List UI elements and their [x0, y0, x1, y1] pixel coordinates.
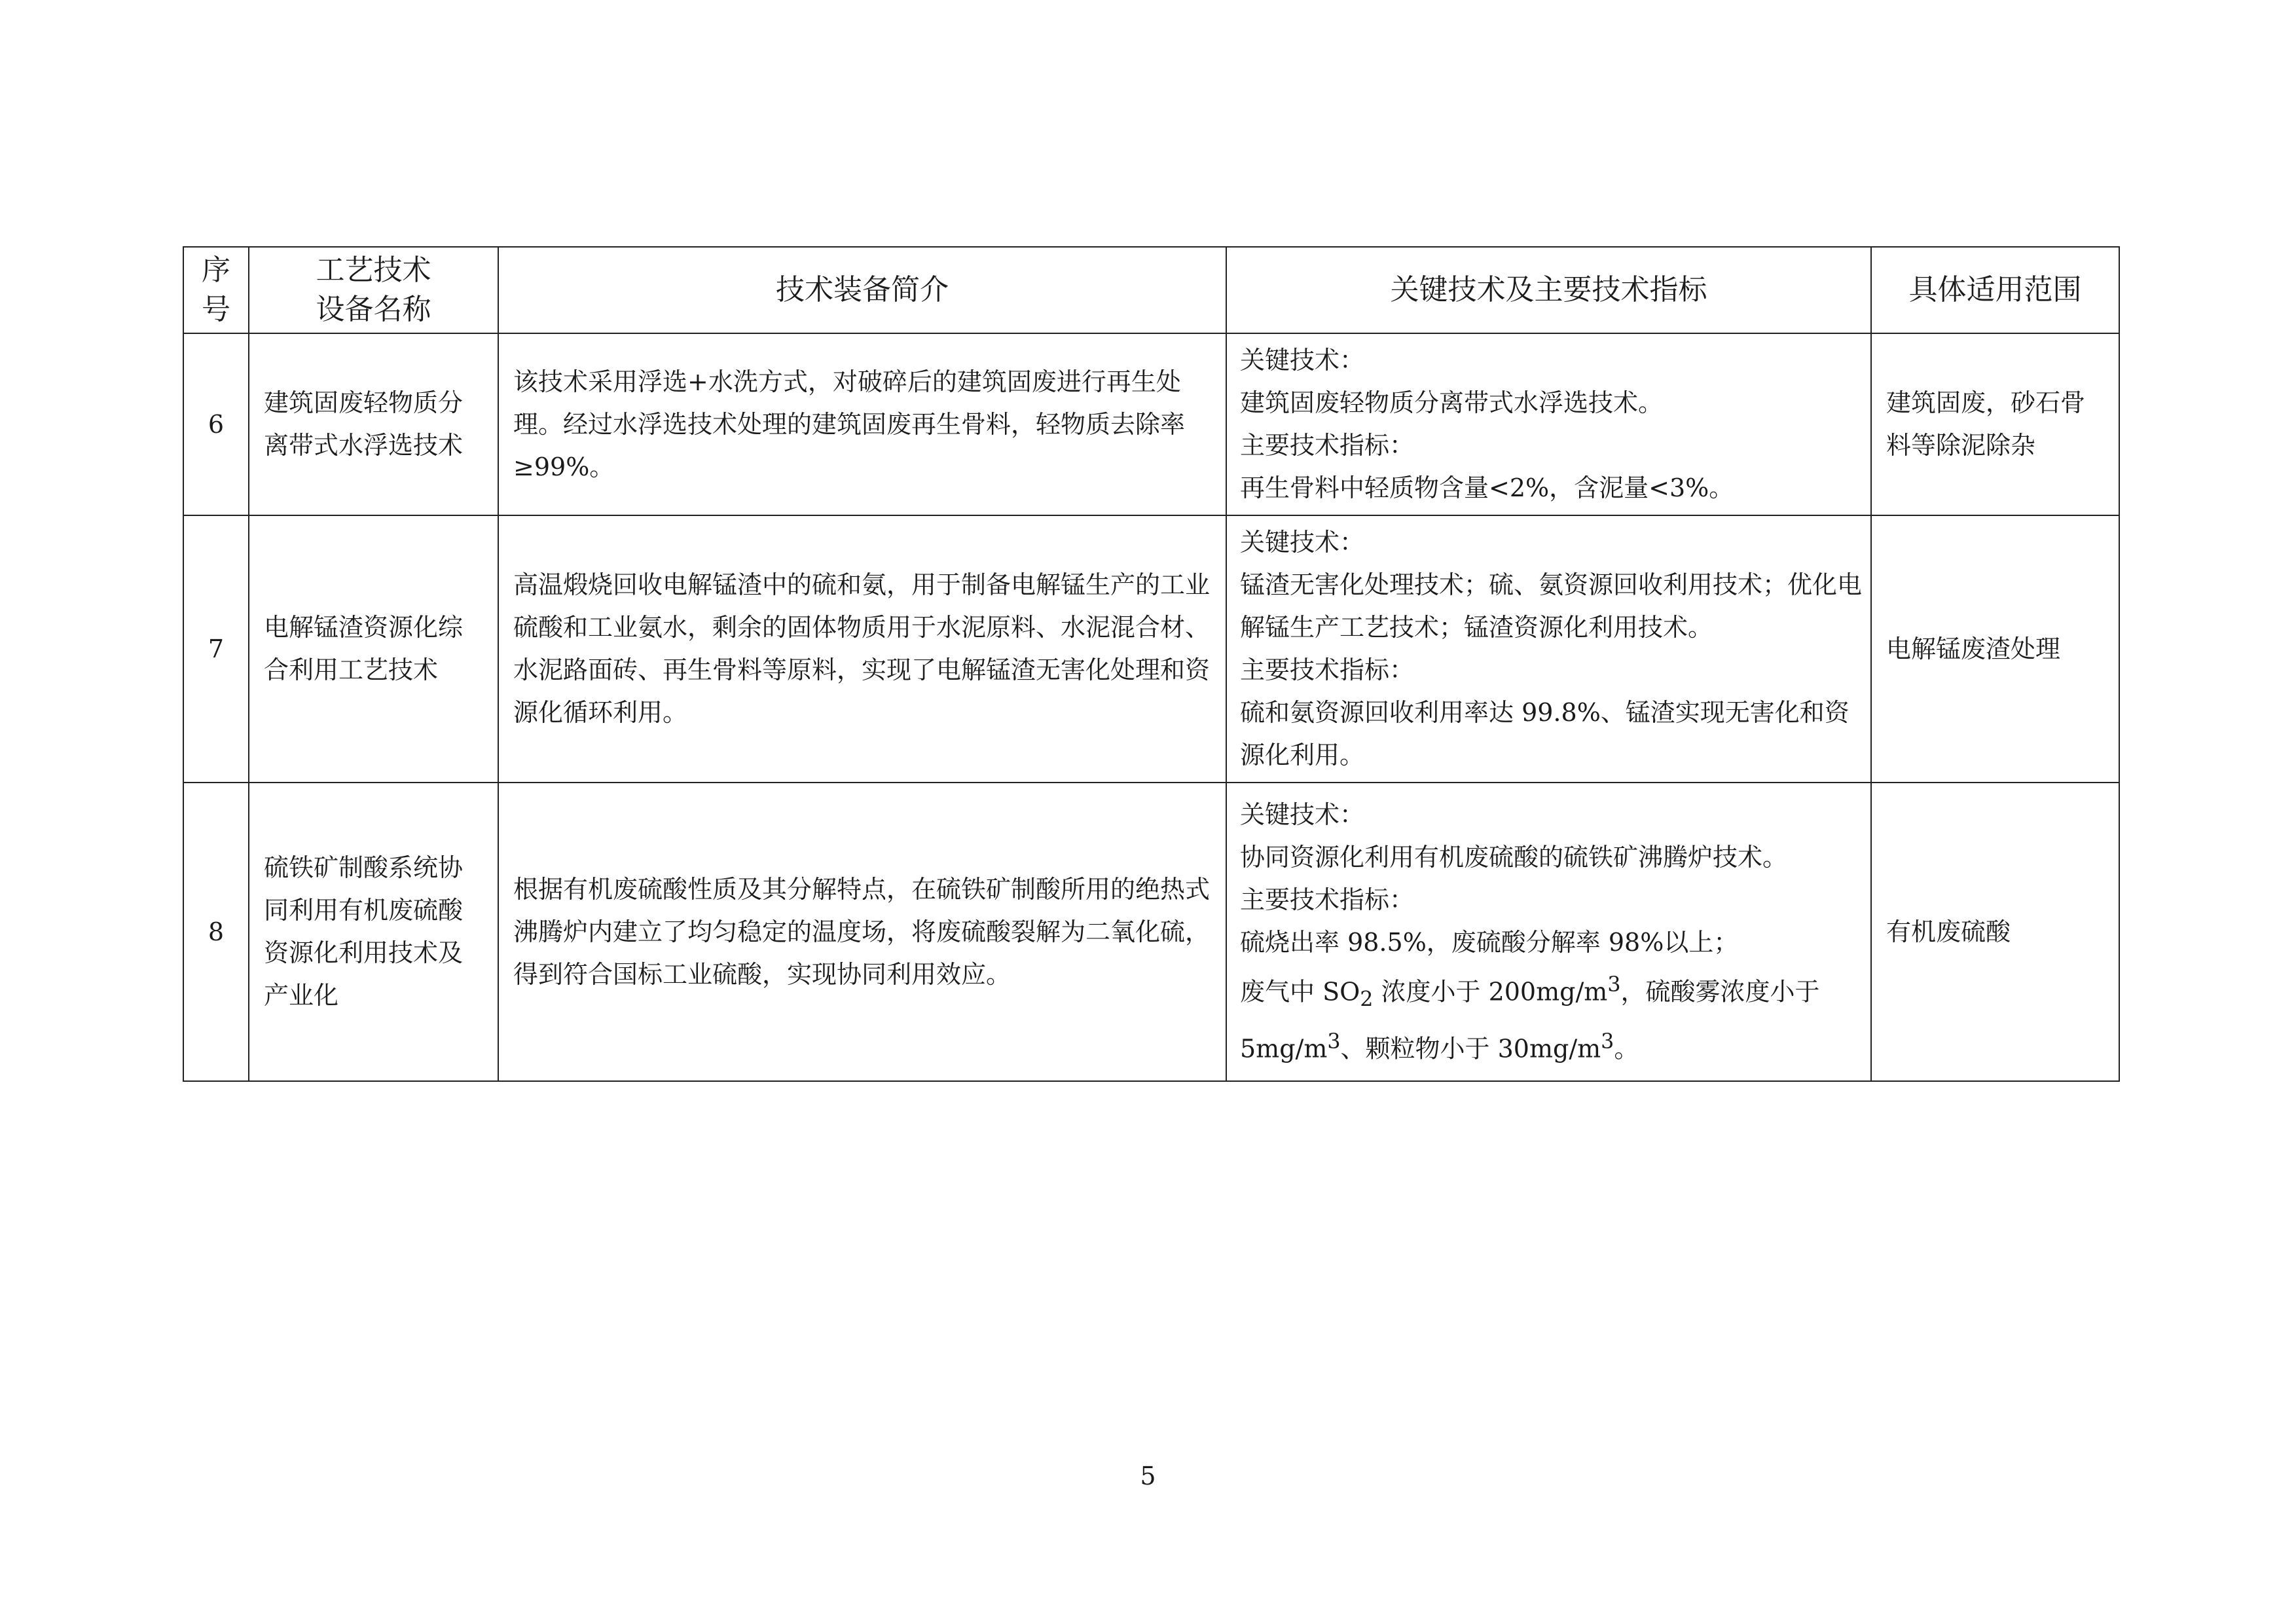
indicator-line-3: $5mg/m^3$、颗粒物小于 $30mg/m^3$。 — [1240, 1029, 1639, 1063]
row-intro: 高温煅烧回收电解锰渣中的硫和氨，用于制备电解锰生产的工业硫酸和工业氨水，剩余的固体物质用于水泥原料、水泥混合材、水泥路面砖、再生骨料等原料，实现了电解锰渣无害化处理和资源化循环利用。 — [498, 515, 1226, 783]
header-scope: 具体适用范围 — [1871, 247, 2119, 333]
key-tech-text: 建筑固废轻物质分离带式水浮选技术。 — [1240, 388, 1664, 417]
row-tech-name: 硫铁矿制酸系统协同利用有机废硫酸资源化利用技术及产业化 — [249, 783, 498, 1081]
key-tech-text: 协同资源化利用有机废硫酸的硫铁矿沸腾炉技术。 — [1240, 842, 1788, 872]
row-key-tech — [1226, 515, 1871, 783]
key-tech-label: 关键技术： — [1240, 346, 1365, 375]
indicator-text: 硫和氨资源回收利用率达 99.8%、锰渣实现无害化和资源化利用。 — [1240, 698, 1850, 769]
table-row — [183, 333, 2119, 515]
row-index: 7 — [183, 515, 249, 783]
row-intro: 该技术采用浮选+水洗方式，对破碎后的建筑固废进行再生处理。经过水浮选技术处理的建筑固废再生骨料，轻物质去除率≥99%。 — [498, 333, 1226, 515]
table-row — [183, 515, 2119, 783]
indicator-text: 再生骨料中轻质物含量<2%，含泥量<3%。 — [1240, 473, 1734, 502]
indicator-line-1: 硫烧出率 98.5%，废硫酸分解率 98%以上； — [1240, 927, 1739, 957]
header-name: 工艺技术 设备名称 — [249, 247, 498, 333]
table-row — [183, 783, 2119, 1081]
row-scope: 有机废硫酸 — [1871, 783, 2119, 1081]
indicator-line-2: 废气中 $SO_2$ 浓度小于 $200mg/m^3$，硫酸雾浓度小于 — [1240, 972, 1820, 1011]
header-intro: 技术装备简介 — [498, 247, 1226, 333]
row-index: 6 — [183, 333, 249, 515]
header-index: 序 号 — [183, 247, 249, 333]
key-tech-label: 关键技术： — [1240, 528, 1365, 557]
key-tech-text: 锰渣无害化处理技术；硫、氨资源回收利用技术；优化电解锰生产工艺技术；锰渣资源化利用技术。 — [1240, 570, 1863, 642]
row-key-tech — [1226, 333, 1871, 515]
technology-table — [183, 246, 2120, 1082]
table-header-row — [183, 247, 2119, 333]
indicator-label: 主要技术指标： — [1240, 431, 1415, 460]
row-intro: 根据有机废硫酸性质及其分解特点，在硫铁矿制酸所用的绝热式沸腾炉内建立了均匀稳定的温度场，将废硫酸裂解为二氧化硫，得到符合国标工业硫酸，实现协同利用效应。 — [498, 783, 1226, 1081]
row-scope: 电解锰废渣处理 — [1871, 515, 2119, 783]
page-number: 5 — [1140, 1462, 1156, 1490]
key-tech-label: 关键技术： — [1240, 800, 1365, 829]
row-key-tech — [1226, 783, 1871, 1081]
row-index: 8 — [183, 783, 249, 1081]
row-scope: 建筑固废，砂石骨料等除泥除杂 — [1871, 333, 2119, 515]
indicator-label: 主要技术指标： — [1240, 885, 1415, 914]
row-tech-name: 建筑固废轻物质分离带式水浮选技术 — [249, 333, 498, 515]
header-key-tech: 关键技术及主要技术指标 — [1226, 247, 1871, 333]
indicator-label: 主要技术指标： — [1240, 655, 1415, 684]
row-tech-name: 电解锰渣资源化综合利用工艺技术 — [249, 515, 498, 783]
